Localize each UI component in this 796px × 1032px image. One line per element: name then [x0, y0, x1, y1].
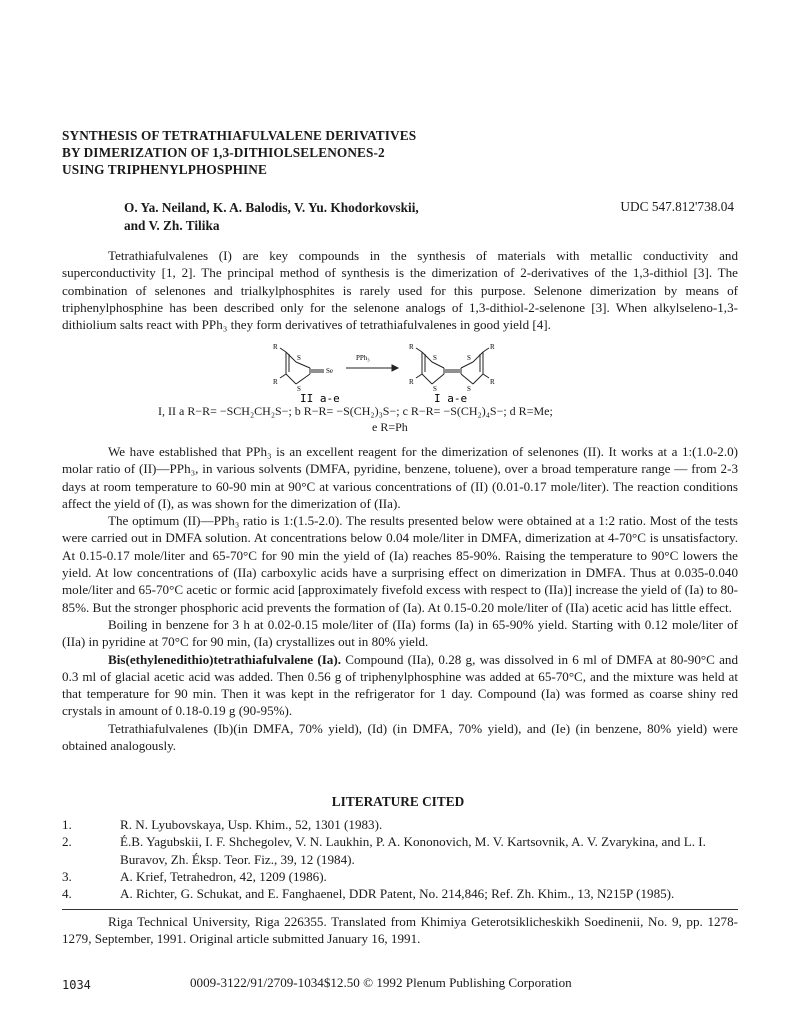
- scheme-atom-s: S: [467, 385, 471, 393]
- scheme-atom-r: R: [273, 378, 278, 386]
- scheme-atom-r: R: [409, 378, 414, 386]
- reference-item: [62, 833, 742, 868]
- reference-number: 3.: [62, 868, 72, 884]
- title-line: SYNTHESIS OF TETRATHIAFULVALENE DERIVATIVES: [62, 128, 417, 143]
- results-section: [62, 443, 738, 754]
- scheme-atom-r: R: [490, 378, 495, 386]
- reference-item: [62, 868, 742, 885]
- paragraph: Boiling in benzene for 3 h at 0.02-0.15 mole/liter of (IIa) forms (Ia) in 65-90% yield. Starting with 0.12 mole/liter of (IIa) in pyridine at 70°C for 90 min, (Ia) crystallizes out in 80% yield.: [62, 616, 738, 650]
- reference-number: 2.: [62, 834, 72, 850]
- reference-list: [62, 816, 742, 902]
- article-title: [62, 127, 416, 178]
- selenone-structure: [280, 348, 324, 384]
- reference-text: R. N. Lyubovskaya, Usp. Khim., 52, 1301 (1983).: [120, 817, 383, 832]
- paragraph: Tetrathiafulvalenes (Ib)(in DMFA, 70% yield), (Id) (in DMFA, 70% yield), and (Ie) (in benzene, 80% yield) were obtained analogously.: [62, 720, 738, 754]
- paragraph: The optimum (II)—PPh₃ ratio is 1:(1.5-2.0). The results presented below were obtained at a 1:2 ratio. Most of the tests were carried out in DMFA solution. At concentrations below 0.04 mole/liter in DMFA, dimerization at 4-70°C is unsatisfactory. At 0.15-0.17 mole/liter and 65-70°C for 90 min the yield of (Ia) reaches 85-90%. Raising the temperature to 90°C lowers the yield. At low concentrations of (IIa) carboxylic acids have a surprising effect on dimerization in DMFA. Thus at 0.035-0.040 mole/liter and 65-70°C acetic or formic acid [approximately fivefold excess with respect to (IIa)] increase the yield of (Ia) to 80-85%. But the stronger phosphoric acid prevents the formation of (Ia). At 0.15-0.20 mole/liter of (IIa) acetic acid has little effect.: [62, 513, 738, 615]
- footnote-divider: [62, 909, 738, 910]
- paragraph: Tetrathiafulvalenes (I) are key compounds in the synthesis of materials with metallic conductivity and superconductivity [1, 2]. The principal method of synthesis is the dimerization of 2-derivatives of the 1,3-dithiol [3]. The combination of selenones and trialkylphosphites is rarely used for this purpose. Selenone dimerization by means of triphenylphosphine has been described only for the selenone analogs of 1,3-dithiol-2-selenone [3]. When alkylseleno-1,3-dithiolium salts react with PPh₃ they form derivatives of tetrathiafulvalenes in good yield [4].: [62, 248, 738, 333]
- reagent-label: PPh₃: [356, 354, 370, 362]
- experimental-paragraph: [62, 651, 738, 720]
- footnote-text: Riga Technical University, Riga 226355. Translated from Khimiya Geterotsiklicheskikh Soedinenii, No. 9, pp. 1278-1279, September, 1991. Original article submitted January 16, 1991.: [62, 914, 738, 947]
- scheme-atom-r: R: [490, 343, 495, 351]
- compound-name: Bis(ethylenedithio)tetrathiafulvalene (Ia).: [108, 651, 341, 667]
- footnote: [62, 913, 738, 948]
- author-line: and V. Zh. Tilika: [124, 218, 220, 233]
- title-line: USING TRIPHENYLPHOSPHINE: [62, 162, 267, 177]
- author-line: O. Ya. Neiland, K. A. Balodis, V. Yu. Khodorkovskii,: [124, 200, 419, 215]
- page-number: 1034: [62, 978, 91, 992]
- reference-text: É.B. Yagubskii, I. F. Shchegolev, V. N. Laukhin, P. A. Kononovich, M. V. Kartsovnik, A. V. Zvarykina, and L. I. Buravov, Zh. Éksp. Teor. Fiz., 39, 12 (1984).: [120, 834, 706, 867]
- tetrathiafulvalene-structure: [416, 348, 489, 384]
- reference-text: A. Krief, Tetrahedron, 42, 1209 (1986).: [120, 868, 327, 884]
- scheme-atom-se: Se: [326, 367, 333, 375]
- paragraph: We have established that PPh₃ is an excellent reagent for the dimerization of selenones (II). It works at a 1:(1.0-2.0) molar ratio of (II)—PPh₃, in various solvents (DMFA, pyridine, benzene, toluene), over a broad temperature range — from 2-3 days at room temperature to 60-90 min at 90°C at various concentrations of (II) (0.01-0.17 mole/liter). The reaction conditions affect the yield of (I), as was shown for the dimerization of (IIa).: [62, 444, 738, 511]
- scheme-atom-s: S: [433, 354, 437, 362]
- scheme-caption-line1: I, II a R−R= −SCH₂CH₂S−; b R−R= −S(CH₂)₃S−; c R−R= −S(CH₂)₄S−; d R=Me;: [158, 404, 553, 418]
- scheme-atom-s: S: [297, 354, 301, 362]
- reference-number: 4.: [62, 886, 72, 902]
- experimental-text: Compound (IIa), 0.28 g, was dissolved in 6 ml of DMFA at 80-90°C and 0.3 ml of glacial acetic acid was added. Then 0.56 g of triphenylphosphine was added at 65-70°C, and the mixture was held at that temperature for 90 min. Then it was kept in the refrigerator for 1 day. Compound (Ia) was formed as coarse shiny red crystals in amount of 0.18-0.19 g (90-95%).: [62, 651, 738, 719]
- reference-item: [62, 885, 742, 902]
- udc-code: UDC 547.812'738.04: [620, 199, 734, 214]
- literature-heading: LITERATURE CITED: [331, 794, 465, 809]
- copyright-line: 0009-3122/91/2709-1034$12.50 © 1992 Plenum Publishing Corporation: [190, 975, 572, 990]
- scheme-atom-r: R: [409, 343, 414, 351]
- reference-item: [62, 816, 742, 833]
- scheme-caption-line2: e R=Ph: [372, 420, 408, 434]
- reference-number: 1.: [62, 817, 72, 832]
- left-compound-label: II a-e: [300, 392, 340, 404]
- reference-text: A. Richter, G. Schukat, and E. Fanghaenel, DDR Patent, No. 214,846; Ref. Zh. Khim., 13, N215P (1985).: [120, 886, 675, 902]
- reaction-arrow: [346, 365, 398, 371]
- scheme-atom-s: S: [433, 385, 437, 393]
- author-list: [124, 199, 419, 235]
- scheme-atom-s: S: [467, 354, 471, 362]
- scheme-atom-s: S: [297, 385, 301, 393]
- scheme-atom-r: R: [273, 343, 278, 351]
- title-line: BY DIMERIZATION OF 1,3-DITHIOLSELENONES-2: [62, 145, 385, 160]
- reaction-scheme: [270, 340, 530, 404]
- intro-section: [62, 247, 738, 333]
- right-compound-label: I a-e: [434, 392, 468, 404]
